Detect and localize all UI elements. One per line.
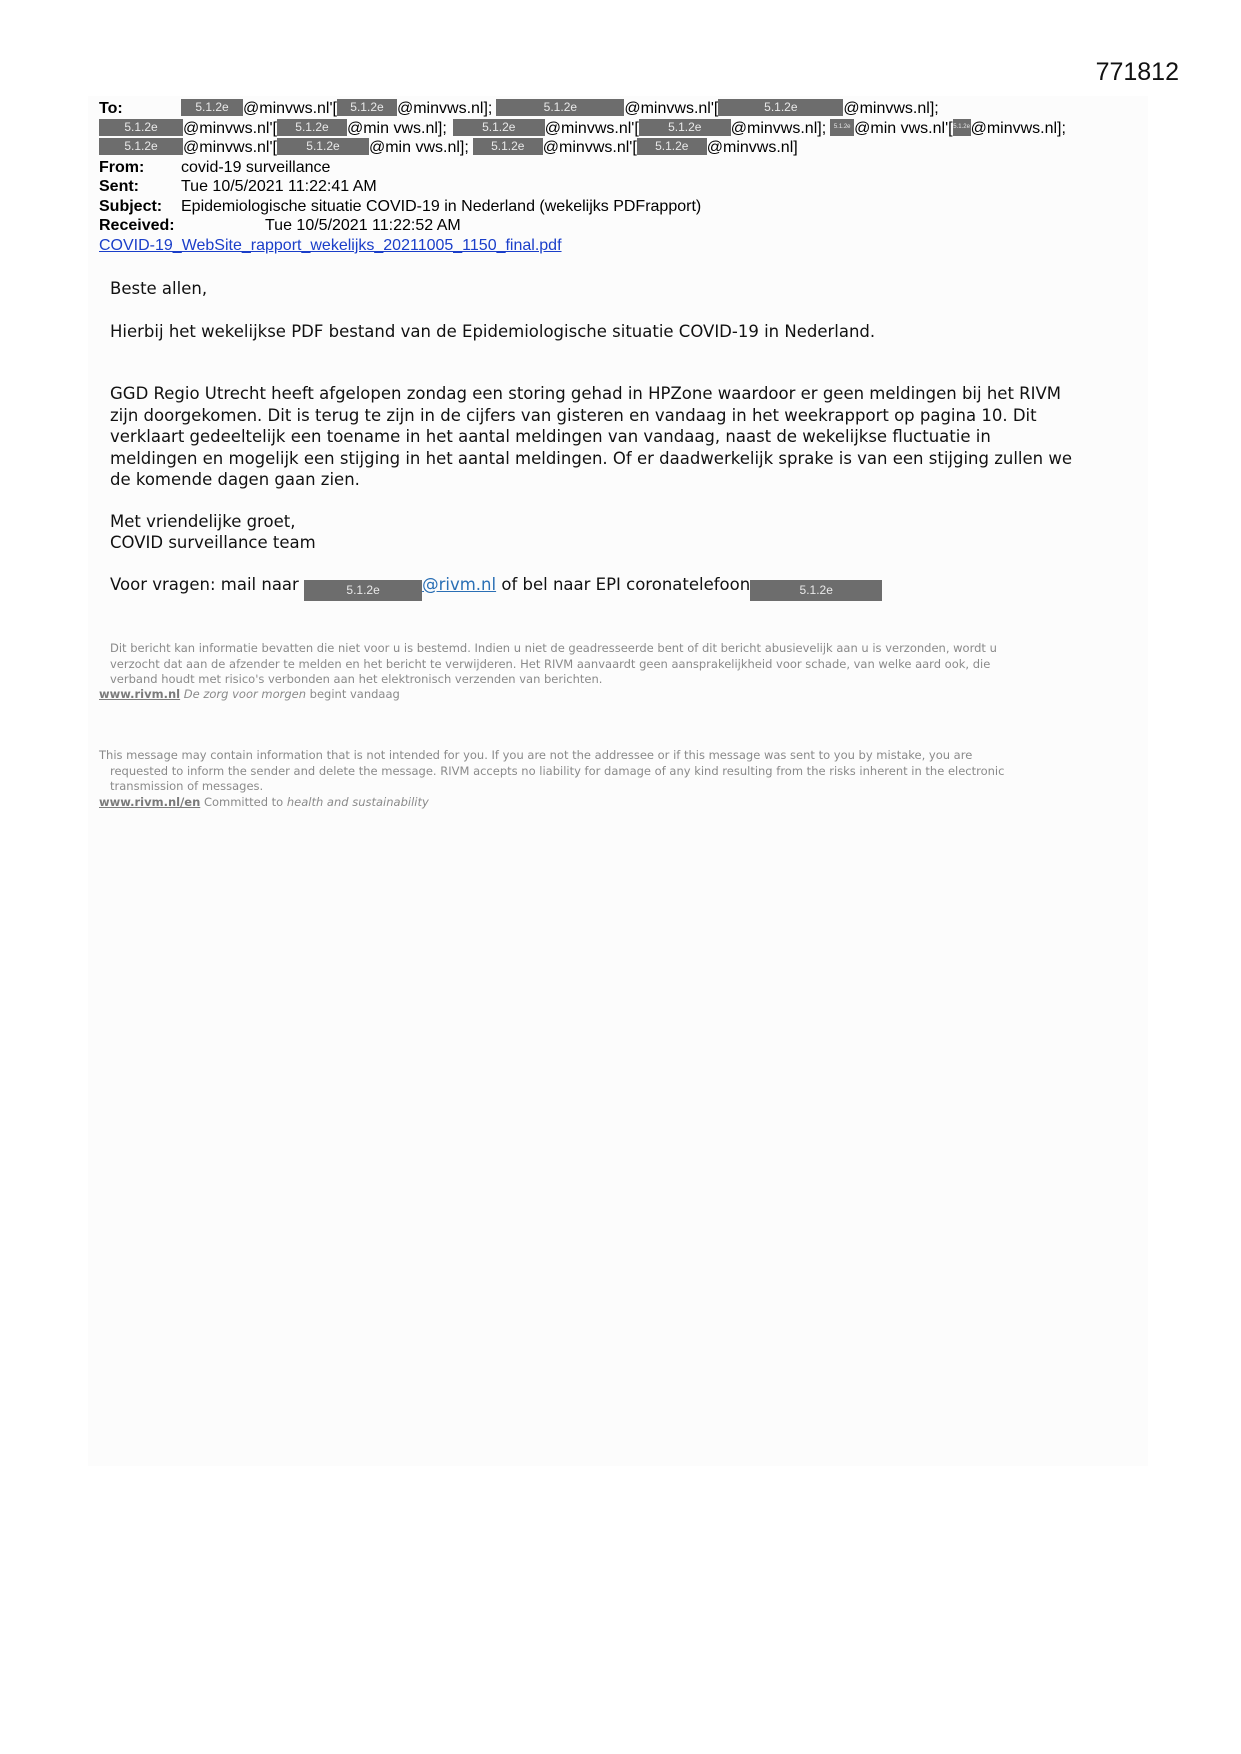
to-row-3: [99, 138, 1149, 158]
tagline-plain: Committed to: [203, 794, 284, 809]
received-value: Tue 10/5/2021 11:22:52 AM: [265, 217, 461, 234]
redaction: 5.1.2e: [718, 99, 843, 116]
redaction: 5.1.2e: [496, 99, 624, 116]
redaction: 5.1.2e: [304, 580, 422, 601]
rivm-footer-en: [99, 795, 1004, 811]
paragraph-line: zijn doorgekomen. Dit is terug te zijn in de cijfers van gisteren en vandaag in het weekrapport op pagina 10. Dit: [110, 405, 1037, 425]
redaction: 5.1.2e: [750, 580, 882, 601]
from-label: From:: [99, 158, 145, 176]
to-row-1: [99, 99, 1149, 119]
paragraph-line: verklaart gedeeltelijk een toename in het aantal meldingen van vandaag, naast de wekelijkse fluctuatie in: [110, 427, 991, 446]
greeting: Beste allen,: [110, 279, 208, 298]
paragraph-line: GGD Regio Utrecht heeft afgelopen zondag een storing gehad in HPZone waardoor er geen meldingen bij het RIVM: [110, 384, 1062, 403]
rivm-site-link[interactable]: www.rivm.nl: [99, 687, 181, 701]
recipient-domain: @minvws.nl'[: [243, 100, 337, 117]
redaction: 5.1.2e: [277, 138, 369, 155]
recipient-domain: @minvws.nl];: [970, 119, 1066, 137]
disclaimer-line: requested to inform the sender and delete the message. RIVM accepts no liability for damage of any kind resulting from the risks inherent in the electronic: [110, 763, 1005, 778]
subject-row: [99, 197, 1149, 217]
email-link[interactable]: @rivm.nl: [422, 574, 497, 594]
rivm-footer-nl: [99, 687, 400, 703]
contact-mid: of bel naar EPI coronatelefoon: [501, 574, 751, 594]
redaction: 5.1.2e: [277, 119, 347, 136]
recipient-domain: @minvws.nl]: [706, 139, 798, 156]
redaction: 5.1.2e: [953, 119, 971, 136]
subject-label: Subject:: [99, 197, 163, 215]
from-value: covid-19 surveillance: [181, 158, 331, 176]
disclaimer-en: [99, 748, 1004, 810]
disclaimer-line: Dit bericht kan informatie bevatten die niet voor u is bestemd. Indien u niet de geadresseerde bent of dit bericht abusievelijk aan u is verzonden, wordt u: [110, 641, 997, 655]
redaction: 5.1.2e: [181, 99, 243, 116]
redaction: 5.1.2e: [453, 119, 545, 136]
redaction: 5.1.2e: [99, 138, 183, 155]
recipient-domain: @min vws.nl];: [346, 119, 447, 137]
received-row: [99, 216, 1149, 236]
disclaimer-line: verband houdt met risico's verbonden aan het elektronisch verzenden van berichten.: [110, 672, 603, 686]
notice-paragraph: [110, 383, 1150, 491]
recipient-domain: @minvws.nl'[: [624, 100, 719, 117]
sent-value: Tue 10/5/2021 11:22:41 AM: [181, 178, 377, 195]
from-row: [99, 158, 1149, 178]
to-label: To:: [99, 100, 123, 117]
intro: Hierbij het wekelijkse PDF bestand van de Epidemiologische situatie COVID-19 in Nederland.: [110, 321, 876, 341]
attachment-row: [99, 236, 1149, 256]
rivm-site-link[interactable]: www.rivm.nl/en: [99, 794, 201, 809]
document-number: 771812: [1095, 58, 1179, 86]
redaction: 5.1.2e: [830, 119, 854, 136]
disclaimer-nl: [110, 641, 997, 688]
redaction: 5.1.2e: [639, 119, 731, 136]
recipient-domain: @minvws.nl];: [730, 119, 827, 137]
contact-line: [110, 574, 1150, 601]
recipient-domain: @min vws.nl'[: [854, 119, 953, 137]
email-body: [110, 278, 1150, 601]
closing: Met vriendelijke groet,: [110, 511, 296, 531]
disclaimer-line: transmission of messages.: [110, 779, 264, 793]
received-label: Received:: [99, 217, 175, 234]
tagline-rest: begint vandaag: [309, 687, 400, 701]
tagline-italic: health and sustainability: [286, 794, 429, 809]
email-header: [99, 99, 1149, 255]
recipient-domain: @minvws.nl'[: [183, 139, 277, 156]
recipient-domain: @minvws.nl'[: [183, 119, 277, 137]
disclaimer-line: This message may contain information that is not intended for you. If you are not the addressee or if this message was sent to you by mistake, you are: [99, 748, 973, 762]
recipient-domain: @minvws.nl'[: [544, 119, 639, 137]
contact-prefix: Voor vragen: mail naar: [110, 574, 299, 594]
recipient-domain: @minvws.nl'[: [542, 139, 637, 156]
sent-row: [99, 177, 1149, 197]
disclaimer-line: verzocht dat aan de afzender te melden en het bericht te verwijderen. Het RIVM aanvaardt geen aansprakelijkheid voor schade, van welke aard ook, die: [110, 656, 991, 671]
redaction: 5.1.2e: [337, 99, 397, 116]
redaction: 5.1.2e: [473, 138, 543, 155]
recipient-domain: @min vws.nl];: [368, 139, 469, 156]
signature-team: COVID surveillance team: [110, 533, 316, 552]
to-row-2: [99, 119, 1149, 139]
subject-value: Epidemiologische situatie COVID-19 in Nederland (wekelijks PDFrapport): [181, 197, 702, 215]
recipient-domain: @minvws.nl];: [843, 100, 939, 117]
attachment-link[interactable]: COVID-19_WebSite_rapport_wekelijks_20211005_1150_final.pdf: [99, 236, 562, 254]
redaction: 5.1.2e: [99, 119, 183, 136]
paragraph-line: de komende dagen gaan zien.: [110, 470, 360, 489]
tagline-italic: De zorg voor morgen: [183, 687, 306, 701]
recipient-domain: @minvws.nl];: [396, 100, 493, 117]
sent-label: Sent:: [99, 178, 139, 195]
paragraph-line: meldingen en mogelijk een stijging in het aantal meldingen. Of er daadwerkelijk sprake is van een stijging zullen we: [110, 448, 1073, 468]
redaction: 5.1.2e: [637, 138, 707, 155]
